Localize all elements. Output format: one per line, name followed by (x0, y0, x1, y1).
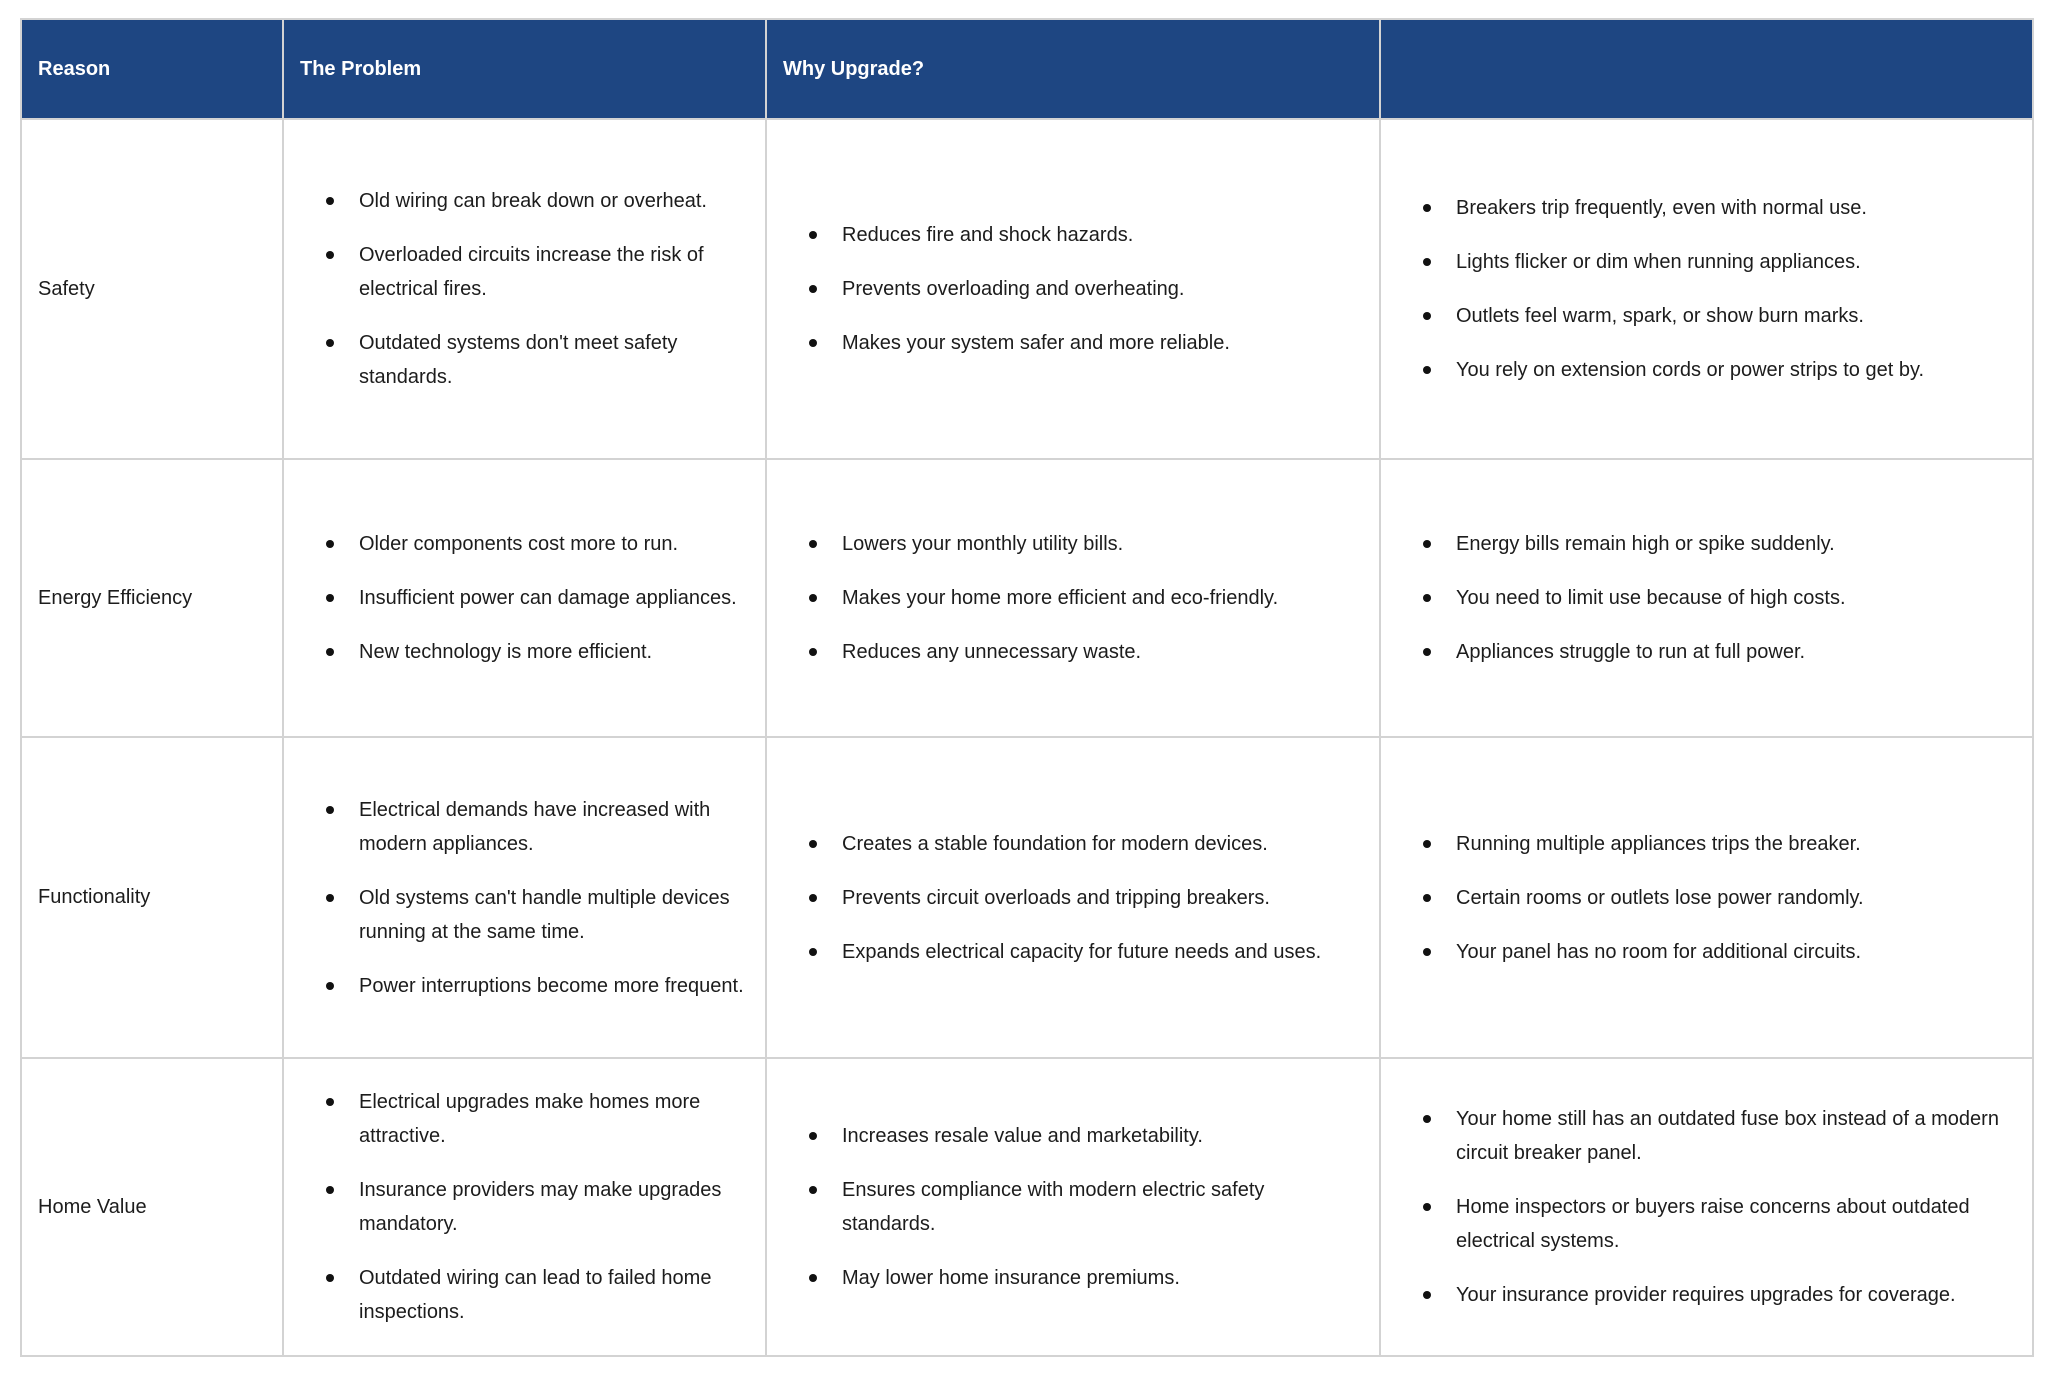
list-item: Outdated systems don't meet safety standards. (359, 326, 745, 394)
problem-cell (283, 459, 766, 737)
problem-cell (283, 737, 766, 1058)
why-list (767, 1119, 1359, 1295)
list-item: Expands electrical capacity for future needs and uses. (842, 935, 1359, 969)
list-item: Reduces any unnecessary waste. (842, 635, 1359, 669)
list-item: Ensures compliance with modern electric safety standards. (842, 1173, 1359, 1241)
table-body (21, 119, 2033, 1356)
list-item: Increases resale value and marketability. (842, 1119, 1359, 1153)
header-row (21, 19, 2033, 119)
signs-list (1381, 1102, 2012, 1312)
header-the-problem: The Problem (283, 19, 766, 119)
list-item: Prevents overloading and overheating. (842, 272, 1359, 306)
reason-cell: Home Value (21, 1058, 283, 1356)
why-list (767, 827, 1359, 969)
problem-list (284, 184, 745, 394)
list-item: You need to limit use because of high costs. (1456, 581, 2012, 615)
list-item: Lowers your monthly utility bills. (842, 527, 1359, 561)
why-cell (766, 1058, 1380, 1356)
list-item: Overloaded circuits increase the risk of electrical fires. (359, 238, 745, 306)
reason-cell: Safety (21, 119, 283, 459)
why-cell (766, 459, 1380, 737)
list-item: Your insurance provider requires upgrades for coverage. (1456, 1278, 2012, 1312)
list-item: Energy bills remain high or spike suddenly. (1456, 527, 2012, 561)
list-item: May lower home insurance premiums. (842, 1261, 1359, 1295)
list-item: Home inspectors or buyers raise concerns about outdated electrical systems. (1456, 1190, 2012, 1258)
list-item: Insufficient power can damage appliances. (359, 581, 745, 615)
list-item: Your home still has an outdated fuse box instead of a modern circuit breaker panel. (1456, 1102, 2012, 1170)
signs-cell (1380, 1058, 2033, 1356)
signs-cell (1380, 737, 2033, 1058)
problem-list (284, 527, 745, 669)
list-item: Your panel has no room for additional circuits. (1456, 935, 2012, 969)
table-row-safety (21, 119, 2033, 459)
table-row-energy-efficiency (21, 459, 2033, 737)
header-why-upgrade: Why Upgrade? (766, 19, 1380, 119)
signs-cell (1380, 459, 2033, 737)
list-item: You rely on extension cords or power strips to get by. (1456, 353, 2012, 387)
list-item: Prevents circuit overloads and tripping breakers. (842, 881, 1359, 915)
list-item: New technology is more efficient. (359, 635, 745, 669)
table-header (21, 19, 2033, 119)
list-item: Older components cost more to run. (359, 527, 745, 561)
why-cell (766, 119, 1380, 459)
problem-cell (283, 1058, 766, 1356)
list-item: Old wiring can break down or overheat. (359, 184, 745, 218)
list-item: Electrical demands have increased with modern appliances. (359, 793, 745, 861)
list-item: Electrical upgrades make homes more attractive. (359, 1085, 745, 1153)
list-item: Reduces fire and shock hazards. (842, 218, 1359, 252)
reason-cell: Functionality (21, 737, 283, 1058)
reason-cell: Energy Efficiency (21, 459, 283, 737)
list-item: Outlets feel warm, spark, or show burn marks. (1456, 299, 2012, 333)
signs-cell (1380, 119, 2033, 459)
list-item: Insurance providers may make upgrades mandatory. (359, 1173, 745, 1241)
list-item: Makes your system safer and more reliable. (842, 326, 1359, 360)
list-item: Lights flicker or dim when running appliances. (1456, 245, 2012, 279)
problem-list (284, 1085, 745, 1329)
list-item: Power interruptions become more frequent. (359, 969, 745, 1003)
signs-list (1381, 191, 2012, 387)
problem-cell (283, 119, 766, 459)
header-signs (1380, 19, 2033, 119)
list-item: Breakers trip frequently, even with normal use. (1456, 191, 2012, 225)
list-item: Creates a stable foundation for modern devices. (842, 827, 1359, 861)
table-row-functionality (21, 737, 2033, 1058)
signs-list (1381, 827, 2012, 969)
list-item: Old systems can't handle multiple devices running at the same time. (359, 881, 745, 949)
why-cell (766, 737, 1380, 1058)
list-item: Makes your home more efficient and eco-friendly. (842, 581, 1359, 615)
list-item: Running multiple appliances trips the breaker. (1456, 827, 2012, 861)
list-item: Outdated wiring can lead to failed home inspections. (359, 1261, 745, 1329)
comparison-table-container (20, 18, 2032, 1357)
list-item: Appliances struggle to run at full power. (1456, 635, 2012, 669)
signs-list (1381, 527, 2012, 669)
problem-list (284, 793, 745, 1003)
header-reason: Reason (21, 19, 283, 119)
electrical-upgrade-table (20, 18, 2034, 1357)
list-item: Certain rooms or outlets lose power randomly. (1456, 881, 2012, 915)
table-row-home-value (21, 1058, 2033, 1356)
why-list (767, 527, 1359, 669)
why-list (767, 218, 1359, 360)
